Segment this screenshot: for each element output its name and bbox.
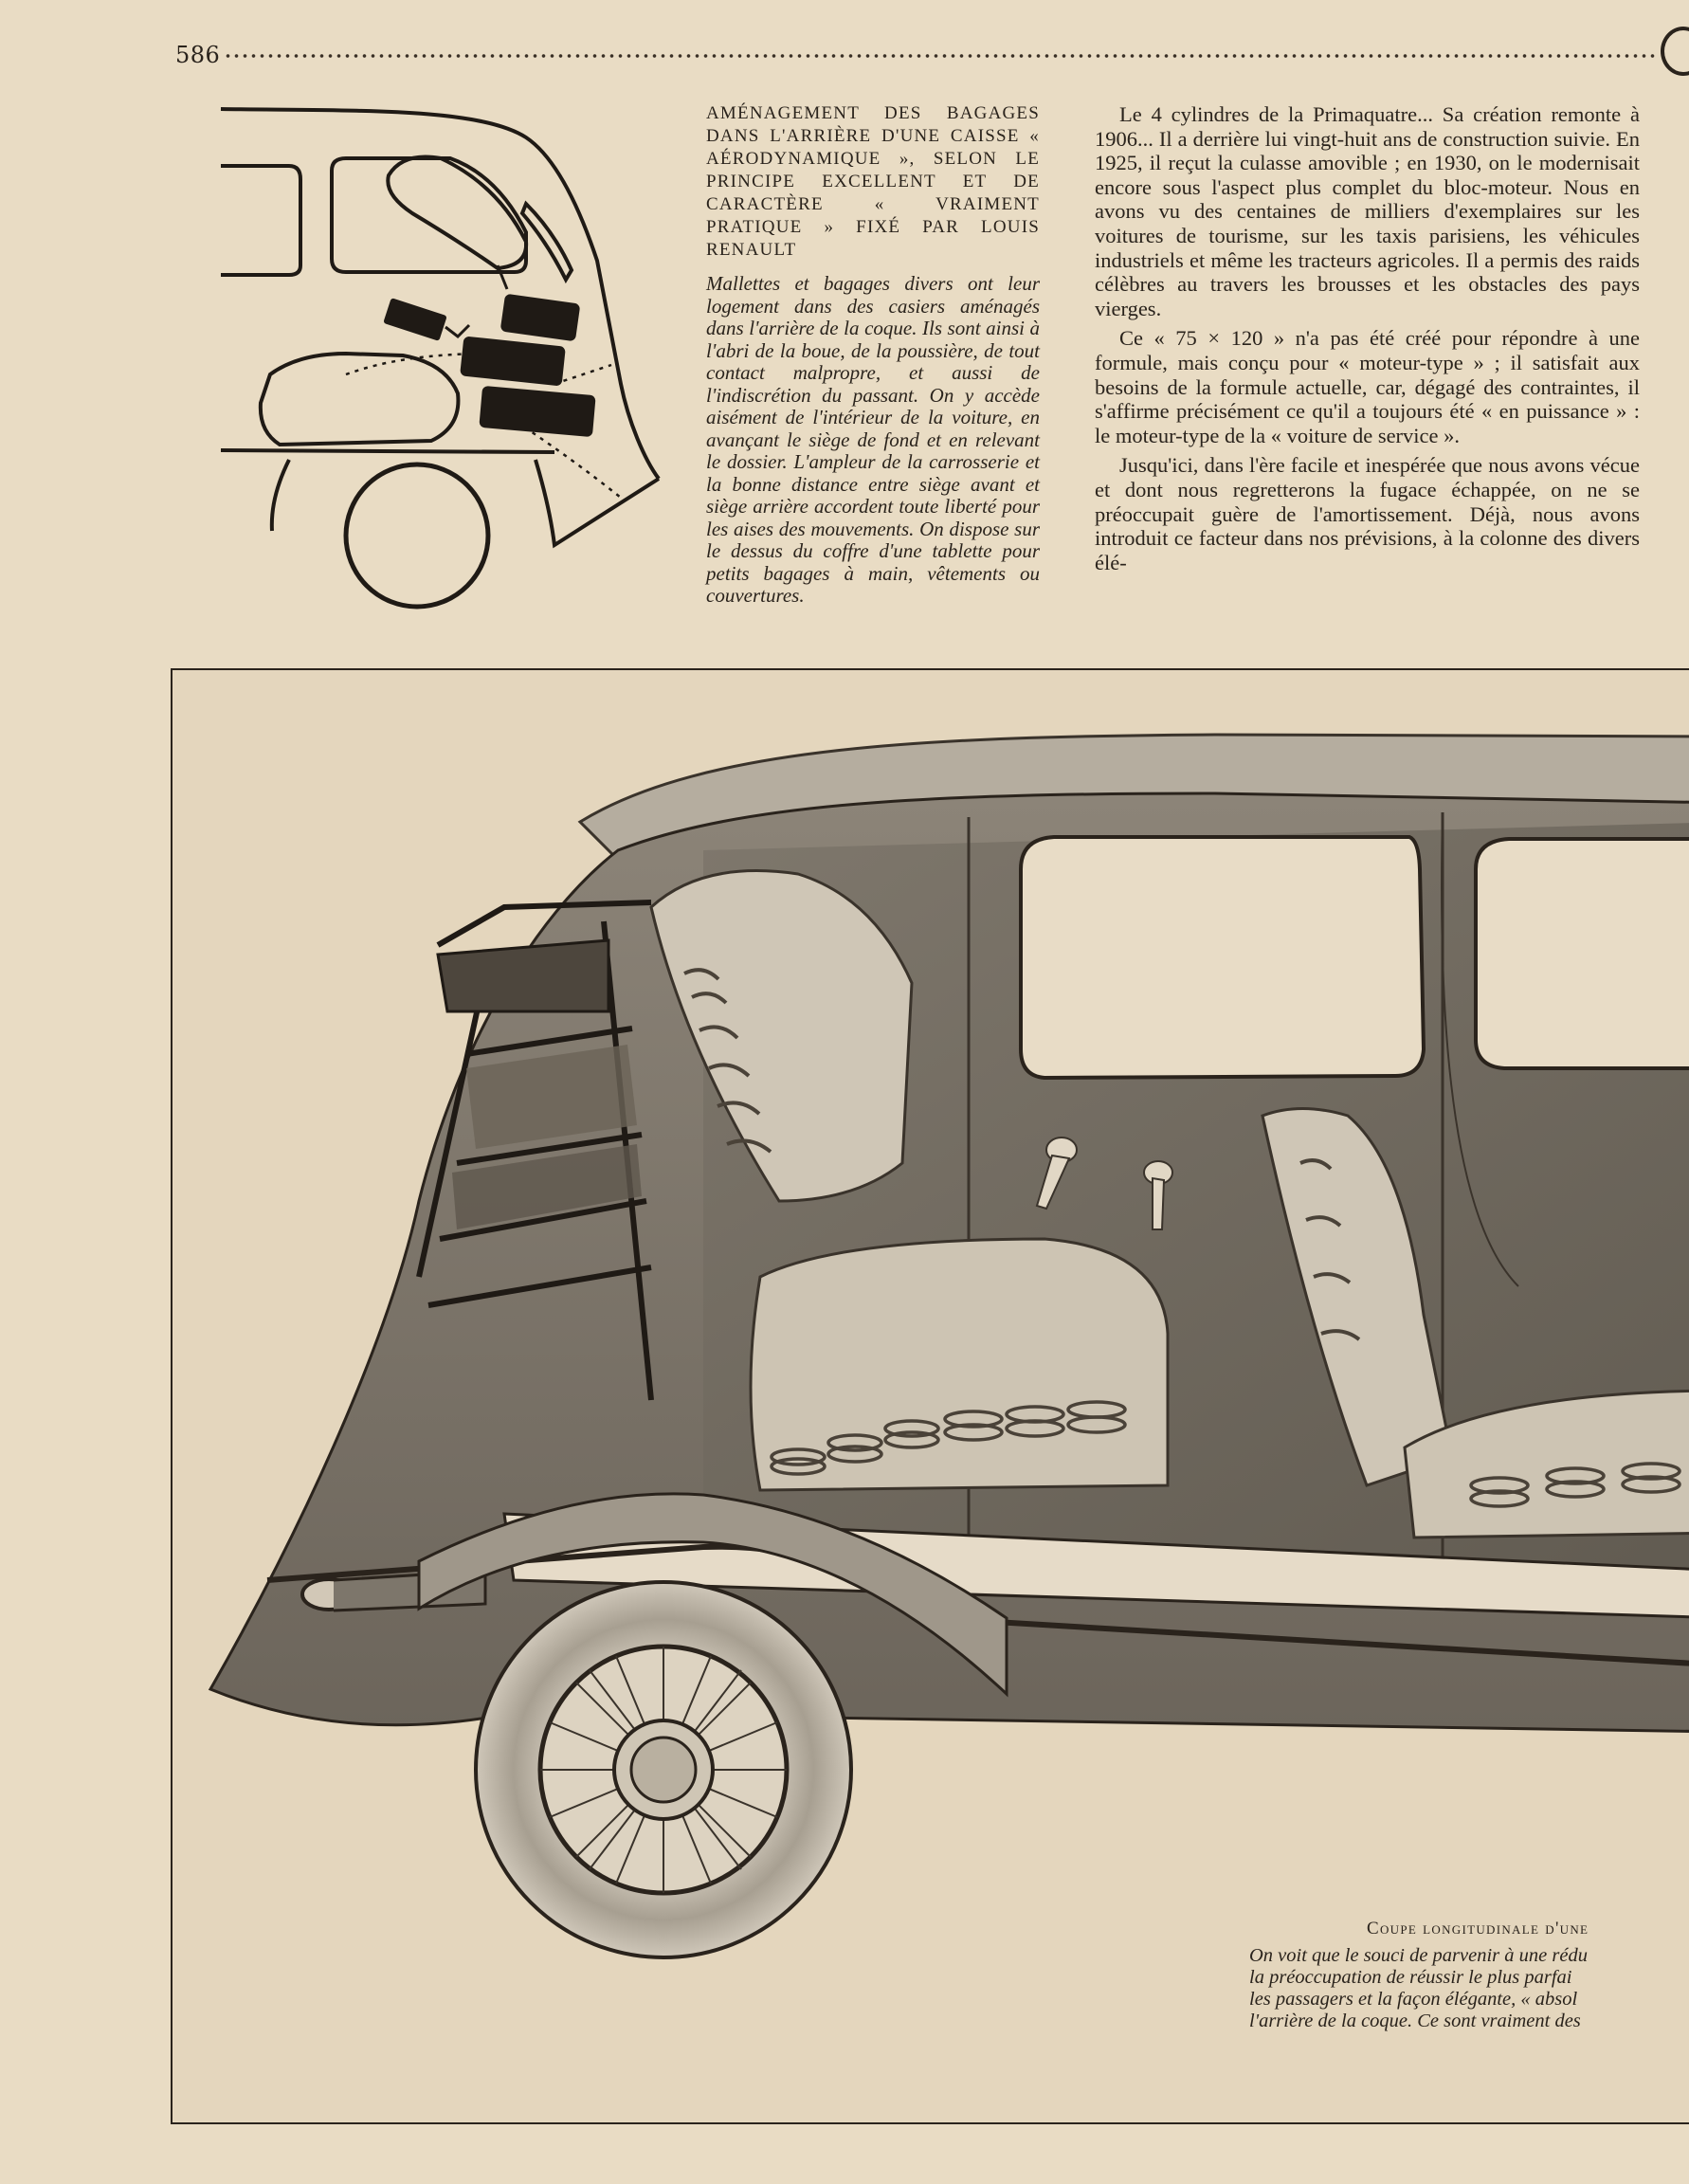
cutaway-caption-body: On voit que le souci de parvenir à une rédu la préoccupation de réussir le plus parfai les passagers et la façon élégante, « absol l'arrière de la coque. Ce sont vraiment des [1249, 1945, 1588, 2031]
header-dot-leader [224, 53, 1655, 59]
header-logo-ornament [1661, 27, 1689, 76]
luggage-caption-body: Mallettes et bagages divers ont leur logement dans des casiers aménagés dans l'arrière de la coque. Ils sont ainsi à l'abri de la boue, de la poussière, de tout contact malpropre, et aussi de l'indiscrétion du passant. On y accède aisément de l'intérieur de la voiture, en avançant le siège de fond et en relevant le dossier. L'ampleur de la carrosserie et la bonne distance entre siège avant et siège arrière accordent toute liberté pour les aises des mouvements. On dispose sur le dessus du coffre d'une tablette pour petits bagages à main, vêtements ou couvertures. [706, 272, 1040, 607]
car-cutaway-illustration [173, 670, 1689, 2122]
luggage-caption-title: AMÉNAGEMENT DES BAGAGES DANS L'ARRIÈRE D'UNE CAISSE « AÉRODYNAMIQUE », SELON LE PRINCIPE EXCELLENT ET DE CARACTÈRE « VRAIMENT PRATIQUE » FIXÉ PAR LOUIS RENAULT [706, 103, 1040, 260]
luggage-caption [706, 102, 1040, 608]
cutaway-caption [1249, 1919, 1689, 2032]
page-number: 586 [175, 42, 221, 68]
article-paragraph: Ce « 75 × 120 » n'a pas été créé pour répondre à une formule, mais conçu pour « moteur-type » ; il satisfait aux besoins de la formule actuelle, car, dégagé des contraintes, il s'affirme précisément ce qu'il a toujours été « en puissance » : le moteur-type de la « voiture de service ». [1095, 326, 1640, 447]
cutaway-caption-title: Coupe longitudinale d'une [1367, 1919, 1589, 1938]
article-paragraph: Jusqu'ici, dans l'ère facile et inespérée que nous avons vécue et dont nous regretterons la fugace échappée, on ne se préoccupait guère de l'amortissement. Déjà, nous avons introduit ce facteur dans nos prévisions, à la colonne des divers élé- [1095, 453, 1640, 574]
article-paragraph: Le 4 cylindres de la Primaquatre... Sa création remonte à 1906... Il a derrière lui vingt-huit ans de construction suivie. En 1925, il reçut la culasse amovible ; en 1930, on le modernisait encore sous l'aspect plus complet du bloc-moteur. Nous en avons vu des centaines de milliers d'exemplaires sur les voitures de tourisme, sur les taxis parisiens, les véhicules industriels et même les tracteurs agricoles. Il a permis des raids célèbres au travers les brousses et les obstacles des pays vierges. [1095, 102, 1640, 320]
article-text [1095, 102, 1640, 580]
luggage-compartment-diagram [213, 100, 668, 611]
car-cutaway-figure [171, 668, 1689, 2124]
